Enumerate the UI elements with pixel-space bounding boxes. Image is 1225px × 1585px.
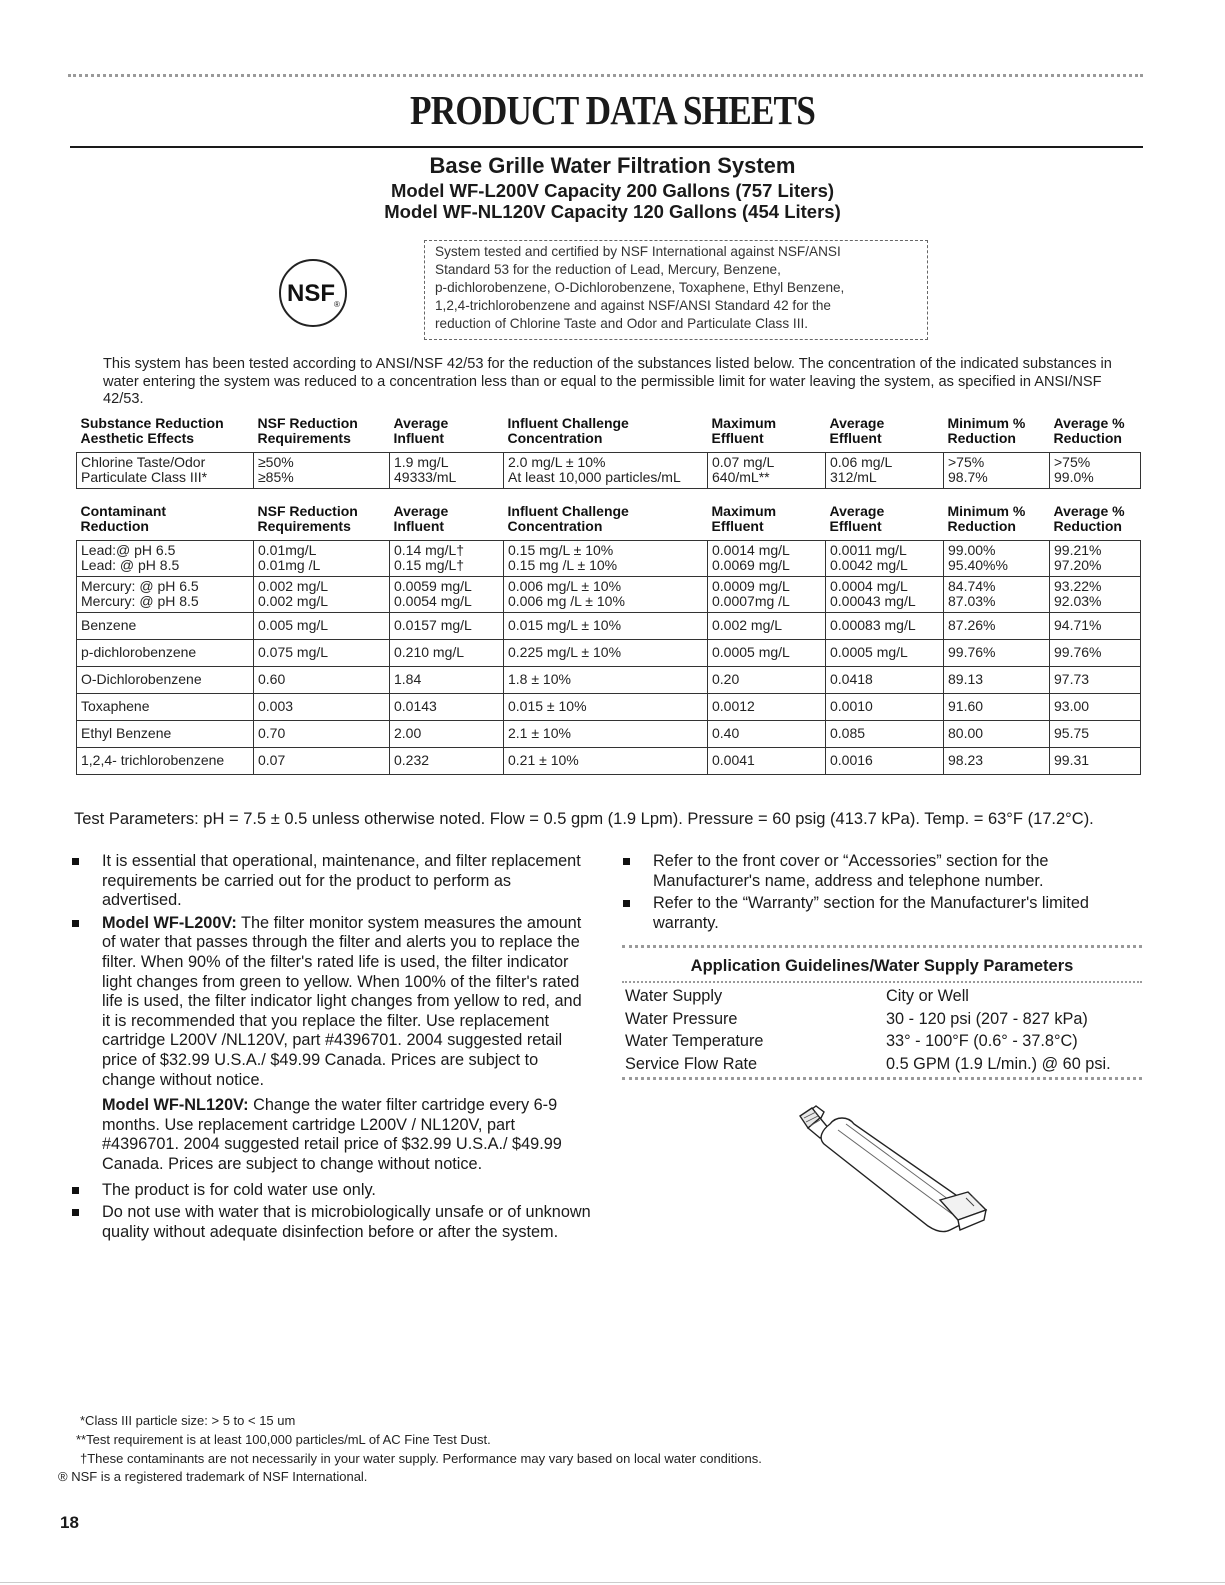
table-cell: 0.085 [826,721,944,748]
column-header: Average Influent [393,415,449,446]
table-cell: 0.15 mg/L ± 10% 0.15 mg /L ± 10% [504,541,708,577]
parameter-row [625,1053,1143,1076]
model-label: Model WF-NL120V: [102,1096,249,1115]
table-cell: 0.232 [390,748,504,775]
top-dotted-rule [68,74,1143,77]
application-title-rule [622,981,1142,983]
certification-line: p-dichlorobenzene, O-Dichlorobenzene, Toxaphene, Ethyl Benzene, [435,280,845,295]
table-cell: 93.22% 92.03% [1050,577,1141,613]
parameter-row [625,1030,1143,1053]
table-cell: 0.0143 [390,694,504,721]
table-cell: 0.21 ± 10% [504,748,708,775]
table-row [77,453,1141,489]
table-cell: 0.002 mg/L [708,613,826,640]
bullet-text: Change the water filter cartridge every 6-9 months. Use replacement cartridge L200V / NL120V, part #4396701. 2004 suggested retail price of $32.99 U.S.A./ $49.99 Canada. Prices are subject to change without notice. [102,1096,562,1173]
certification-box [424,240,928,340]
table-cell: p-dichlorobenzene [77,640,254,667]
table-row [77,640,1141,667]
parameter-label: Service Flow Rate [625,1054,758,1073]
table-cell: 0.0005 mg/L [826,640,944,667]
column-header: Minimum % Reduction [947,503,1026,534]
parameter-value: 30 - 120 psi (207 - 827 kPa) [886,1009,1088,1028]
table-cell: 0.70 [254,721,390,748]
list-item [623,894,1143,933]
bullet-text: Refer to the front cover or “Accessories” section for the Manufacturer's name, address and telephone number. [653,852,1049,890]
left-bullet-list [72,852,592,1245]
column-header: Maximum Effluent [711,503,777,534]
table-cell: 1.8 ± 10% [504,667,708,694]
table-cell: 91.60 [944,694,1050,721]
table-cell: 0.005 mg/L [254,613,390,640]
table-cell: 98.23 [944,748,1050,775]
table-cell: 0.210 mg/L [390,640,504,667]
table-cell: 94.71% [1050,613,1141,640]
table-cell: Benzene [77,613,254,640]
table-row [77,577,1141,613]
column-header: Minimum % Reduction [947,415,1026,446]
table-cell: 0.003 [254,694,390,721]
footnotes [58,1412,1158,1487]
column-header: NSF Reduction Requirements [257,415,358,446]
table-cell: 0.07 [254,748,390,775]
table-cell: 99.76% [1050,640,1141,667]
certification-line: 1,2,4-trichlorobenzene and against NSF/ANSI Standard 42 for the [435,298,831,313]
table-row [77,694,1141,721]
table-row [77,541,1141,577]
model-nl120v-line: Model WF-NL120V Capacity 120 Gallons (454 Liters) [384,201,841,222]
footnote: **Test requirement is at least 100,000 particles/mL of AC Fine Test Dust. [76,1431,491,1447]
column-header: Influent Challenge Concentration [507,503,629,534]
table-cell: 0.0011 mg/L 0.0042 mg/L [826,541,944,577]
table-row [77,667,1141,694]
table-cell: ≥50% ≥85% [254,453,390,489]
table-cell: 0.075 mg/L [254,640,390,667]
table-cell: 95.75 [1050,721,1141,748]
column-header: Average Effluent [829,503,885,534]
nsf-logo-text: NSF [287,280,335,307]
bullet-icon [623,900,630,907]
column-header: Average % Reduction [1053,503,1125,534]
table-row [77,748,1141,775]
table-cell: Mercury: @ pH 6.5 Mercury: @ pH 8.5 [77,577,254,613]
column-header: Average Influent [393,503,449,534]
table-cell: 0.0059 mg/L 0.0054 mg/L [390,577,504,613]
table-row [77,721,1141,748]
table-cell: 0.06 mg/L 312/mL [826,453,944,489]
parameter-value: 0.5 GPM (1.9 L/min.) @ 60 psi. [886,1054,1111,1073]
column-header: Maximum Effluent [711,415,777,446]
table-cell: O-Dichlorobenzene [77,667,254,694]
page-title: PRODUCT DATA SHEETS [410,87,815,133]
filter-cartridge-illustration [790,1098,1000,1238]
parameter-label: Water Supply [625,987,723,1005]
table-cell: 80.00 [944,721,1050,748]
column-header: Average Effluent [829,415,885,446]
table-row [77,613,1141,640]
table-cell: 1,2,4- trichlorobenzene [77,748,254,775]
certification-line: Standard 53 for the reduction of Lead, Mercury, Benzene, [435,262,781,277]
table-cell: Ethyl Benzene [77,721,254,748]
footnote: ® NSF is a registered trademark of NSF International. [58,1469,368,1485]
model-label: Model WF-L200V: [102,913,237,932]
bullet-icon [72,858,79,865]
list-item [623,852,1143,891]
column-header: Influent Challenge Concentration [507,415,629,446]
water-supply-parameters [625,985,1143,1075]
table-cell: 99.21% 97.20% [1050,541,1141,577]
table-cell: 2.0 mg/L ± 10% At least 10,000 particles/mL [504,453,708,489]
table-cell: 0.015 mg/L ± 10% [504,613,708,640]
table-cell: 0.60 [254,667,390,694]
list-item [72,1203,592,1242]
table-cell: 0.40 [708,721,826,748]
table-cell: 93.00 [1050,694,1141,721]
table-cell: 89.13 [944,667,1050,694]
bullet-icon [72,1209,79,1216]
table-cell: Lead:@ pH 6.5 Lead: @ pH 8.5 [77,541,254,577]
application-top-rule [622,945,1142,948]
system-title: Base Grille Water Filtration System [429,153,796,178]
table-cell: 0.07 mg/L 640/mL** [708,453,826,489]
table-cell: 0.0418 [826,667,944,694]
table-cell: 87.26% [944,613,1050,640]
footnote: *Class III particle size: > 5 to < 15 um [80,1413,296,1428]
bullet-text: Refer to the “Warranty” section for the Manufacturer's limited warranty. [653,894,1089,932]
table-cell: 97.73 [1050,667,1141,694]
svg-text:®: ® [334,300,340,309]
list-item [72,1096,592,1174]
bullet-icon [623,858,630,865]
table-cell: 0.0009 mg/L 0.0007mg /L [708,577,826,613]
right-bullet-list [623,852,1143,936]
certification-line: reduction of Chlorine Taste and Odor and Particulate Class III. [435,316,809,331]
parameter-value: City or Well [886,987,969,1005]
list-item [72,914,592,1090]
table-cell: 0.0010 [826,694,944,721]
certification-line: System tested and certified by NSF International against NSF/ANSI [435,244,841,259]
table-header-row [77,414,1141,453]
title-rule [70,146,1143,148]
table-cell: Chlorine Taste/Odor Particulate Class III* [77,453,254,489]
column-header: NSF Reduction Requirements [257,503,358,534]
table-cell: 99.31 [1050,748,1141,775]
bullet-icon [72,920,79,927]
table-cell: 99.00% 95.40%% [944,541,1050,577]
table-cell: 0.002 mg/L 0.002 mg/L [254,577,390,613]
column-header: Average % Reduction [1053,415,1125,446]
intro-paragraph: This system has been tested according to ANSI/NSF 42/53 for the reduction of the substances listed below. The concentration of the indicated substances in water entering the system was reduced to a concentration less than or equal to the permissible limit for water leaving the system, as specified in ANSI/NSF 42/53. [103,356,1112,407]
table-cell: 0.20 [708,667,826,694]
table-cell: 0.01mg/L 0.01mg /L [254,541,390,577]
table-header-row [77,502,1141,541]
list-item [72,852,592,911]
nsf-logo [278,258,348,328]
table-cell: 0.225 mg/L ± 10% [504,640,708,667]
application-bottom-rule [622,1077,1142,1080]
table-cell: 0.0041 [708,748,826,775]
footnote: †These contaminants are not necessarily in your water supply. Performance may vary based on local water conditions. [80,1450,762,1466]
table-cell: 2.1 ± 10% [504,721,708,748]
list-item [72,1181,592,1201]
table-cell: 0.015 ± 10% [504,694,708,721]
table-cell: 84.74% 87.03% [944,577,1050,613]
table-cell: 2.00 [390,721,504,748]
column-header: Substance Reduction Aesthetic Effects [80,415,224,446]
table-cell: 0.00083 mg/L [826,613,944,640]
parameter-label: Water Temperature [625,1032,764,1050]
parameter-label: Water Pressure [625,1009,738,1028]
column-header: Contaminant Reduction [80,503,167,534]
bullet-text: It is essential that operational, maintenance, and filter replacement requirements be carried out for the product to perform as advertised. [102,852,581,910]
table-cell: 0.0157 mg/L [390,613,504,640]
application-guidelines-title: Application Guidelines/Water Supply Parameters [690,957,1074,975]
bullet-text: The product is for cold water use only. [102,1180,376,1199]
table-cell: 1.9 mg/L 49333/mL [390,453,504,489]
table-cell: Toxaphene [77,694,254,721]
parameter-value: 33° - 100°F (0.6° - 37.8°C) [886,1032,1078,1050]
table-cell: 1.84 [390,667,504,694]
table-cell: 0.0016 [826,748,944,775]
table-cell: 99.76% [944,640,1050,667]
table-cell: >75% 99.0% [1050,453,1141,489]
test-parameters: Test Parameters: pH = 7.5 ± 0.5 unless otherwise noted. Flow = 0.5 gpm (1.9 Lpm). Pressure = 60 psig (413.7 kPa). Temp. = 63°F (17.2°C). [74,810,1094,828]
aesthetic-effects-table [76,414,1141,489]
bullet-text: Do not use with water that is microbiologically unsafe or of unknown quality without adequate disinfection before or after the system. [102,1203,591,1241]
bullet-icon [72,1187,79,1194]
table-cell: >75% 98.7% [944,453,1050,489]
table-cell: 0.14 mg/L† 0.15 mg/L† [390,541,504,577]
model-l200v-line: Model WF-L200V Capacity 200 Gallons (757 Liters) [390,180,835,201]
bottom-rule [0,1582,1225,1583]
table-cell: 0.0004 mg/L 0.00043 mg/L [826,577,944,613]
page-number: 18 [60,1513,79,1532]
table-cell: 0.006 mg/L ± 10% 0.006 mg /L ± 10% [504,577,708,613]
table-cell: 0.0014 mg/L 0.0069 mg/L [708,541,826,577]
bullet-text: The filter monitor system measures the amount of water that passes through the filter and alerts you to replace the filter. When 90% of the filter's rated life is used, the filter indicator light changes from green to yellow. When 100% of the filter's rated life is used, the filter indicator light changes from yellow to red, and it is recommended that you replace the filter. Use replacement cartridge L200V /NL120V, part #4396701. 2004 suggested retail price of $32.99 U.S.A./ $49.99 Canada. Prices are subject to change without notice. [102,913,582,1089]
parameter-row [625,1008,1143,1031]
parameter-row [625,985,1143,1008]
table-cell: 0.0005 mg/L [708,640,826,667]
contaminant-reduction-table [76,502,1141,775]
table-cell: 0.0012 [708,694,826,721]
